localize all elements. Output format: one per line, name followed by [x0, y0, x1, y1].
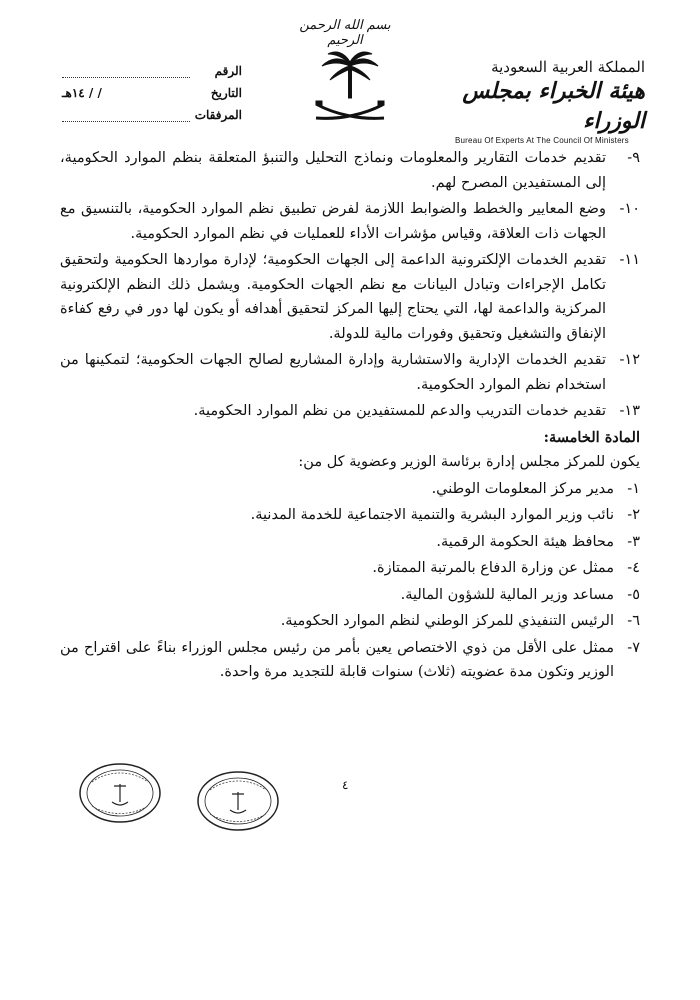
page-number: ٤	[342, 778, 349, 792]
reference-number-row	[62, 60, 242, 82]
bureau-name: هيئة الخبراء بمجلس الوزراء	[462, 78, 645, 134]
reference-date-value: / / ١٤هـ	[62, 86, 102, 100]
list-item-text: نائب وزير الموارد البشرية والتنمية الاجتماعية للخدمة المدنية.	[250, 507, 614, 523]
letterhead	[0, 0, 700, 145]
list-item-number: ٤-	[627, 560, 640, 576]
list-item-text: مساعد وزير المالية للشؤون المالية.	[400, 586, 614, 603]
list-item	[60, 477, 640, 502]
reference-fields	[62, 60, 242, 126]
list-item	[60, 399, 640, 424]
kingdom-name: المملكة العربية السعودية	[491, 58, 645, 76]
list-item	[60, 636, 640, 685]
list-item-number: ٧-	[627, 639, 640, 656]
round-seal-icon	[78, 762, 162, 824]
reference-number-label: الرقم	[214, 64, 242, 78]
list-item-text: تقديم خدمات التقارير والمعلومات ونماذج التحليل والتنبؤ المتعلقة بنظم الموارد الحكومية، إلى المستفيدين المصرح لهم.	[60, 150, 606, 191]
list-item	[60, 197, 640, 246]
basmala: بسم الله الرحمن الرحيم	[299, 18, 391, 48]
list-item-text: تقديم خدمات التدريب والدعم للمستفيدين من نظم الموارد الحكومية.	[193, 403, 606, 419]
list-item	[60, 556, 640, 581]
main-items-list	[60, 146, 640, 424]
reference-number-line	[62, 65, 190, 78]
list-item	[60, 530, 640, 555]
list-item	[60, 248, 640, 346]
list-item-text: وضع المعايير والخطط والضوابط اللازمة لفرض تطبيق نظم الموارد الحكومية، بالتنسيق مع الجهات ذات العلاقة، وقياس مؤشرات الأداء للعمليات في نظم الموارد الحكومية.	[60, 201, 606, 242]
list-item-text: الرئيس التنفيذي للمركز الوطني لنظم الموارد الحكومية.	[280, 613, 614, 629]
round-seal-icon	[196, 770, 280, 832]
list-item-text: محافظ هيئة الحكومة الرقمية.	[436, 533, 614, 550]
list-item-number: ١-	[627, 480, 640, 497]
list-item	[60, 503, 640, 528]
list-item-number: ١٠-	[619, 201, 640, 217]
list-item-text: تقديم الخدمات الإدارية والاستشارية وإدارة المشاريع لصالح الجهات الحكومية؛ لتمكينها من استخدام نظم الموارد الحكومية.	[60, 352, 606, 393]
list-item	[60, 609, 640, 634]
bureau-name-english: Bureau Of Experts At The Council Of Ministers	[455, 136, 629, 145]
list-item-text: ممثل عن وزارة الدفاع بالمرتبة الممتازة.	[372, 560, 614, 576]
list-item	[60, 348, 640, 397]
list-item-number: ٦-	[627, 613, 640, 629]
list-item-text: ممثل على الأقل من ذوي الاختصاص يعين بأمر من رئيس مجلس الوزراء بناءً على اقتراح من الوزير وتكون مدة عضويته (ثلاث) سنوات قابلة للتجديد مرة واحدة.	[60, 639, 614, 680]
reference-attachments-row	[62, 104, 242, 126]
list-item	[60, 583, 640, 608]
list-item-text: تقديم الخدمات الإلكترونية الداعمة إلى الجهات الحكومية؛ لإدارة مواردها الحكومية ولتحقيق تكامل الإجراءات وتبادل البيانات مع نظم الجهات الحكومية. ويشمل ذلك النظم الإلكترونية المركزية والداعمة لها، التي يحتاج إليها المركز لتحقيق أهدافه أو يكون لها دور في رفع كفاءة الإنفاق والتشغيل وتحقيق وفورات مالية للدولة.	[60, 252, 606, 342]
list-item	[60, 146, 640, 195]
list-item-number: ٩-	[627, 150, 640, 166]
reference-date-row	[62, 82, 242, 104]
list-item-number: ٣-	[627, 533, 640, 550]
list-item-number: ٥-	[627, 586, 640, 603]
list-item-number: ١٢-	[619, 352, 640, 368]
board-members-list	[60, 477, 640, 685]
article-title: المادة الخامسة:	[543, 428, 640, 446]
list-item-text: مدير مركز المعلومات الوطني.	[431, 480, 614, 497]
reference-attachments-label: المرفقات	[194, 108, 242, 122]
organization-name	[455, 58, 645, 145]
list-item-number: ١١-	[619, 252, 640, 268]
list-item-number: ٢-	[627, 507, 640, 523]
reference-attachments-line	[62, 109, 190, 122]
list-item-number: ١٣-	[619, 403, 640, 419]
document-body	[60, 146, 640, 687]
article-intro: يكون للمركز مجلس إدارة برئاسة الوزير وعضوية كل من:	[298, 454, 640, 470]
reference-date-label: التاريخ	[210, 86, 242, 100]
palm-swords-emblem-icon	[310, 48, 390, 132]
